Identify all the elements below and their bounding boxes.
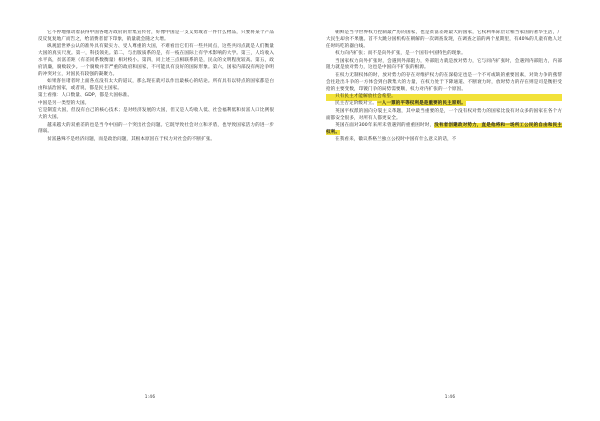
page-right-text-column [326, 30, 562, 382]
paragraph: 在我看来，徽议系格兰独立公投时中国有什么意义的话，不 [335, 137, 457, 143]
page-number-left: 1:46 [144, 394, 156, 399]
paragraph [326, 73, 562, 94]
page-right [300, 0, 600, 421]
paragraph [326, 123, 562, 137]
paragraph: 中国是另一类型的大国。 [38, 100, 90, 106]
paragraph: 它不停地推动着获得中国各地方政府的卅集宣传付，好像中国是一支艾勇或者一件什么物品，只要将某个产品反反复复地广而告之，给消费者留下印象，销量就会随之大增。 [38, 30, 274, 42]
page-left-text-column [38, 30, 274, 382]
paragraph: 朝鲜是当今世界权力控制最严厉的国家，也是贫富差距最大的国家，它权利率际层让相当家国的著华生活，广大民生却食不果腹。首不大跳分国机构在朝解的一次调查发现，在调查之前的两个星期里，有40%的儿童有他人过任时吗吃的器白线。 [326, 30, 562, 49]
paragraph: 它是制造大国，但没有白己的核心技术；是对经济发展的大国，但又是人均收人低、社会福利低和贫富人口比例很大的大国。 [38, 108, 274, 121]
paragraph-text: 在权力无制权体的时，放对势力的存在对维护权力的在深稳定也是一个不可或缺的重要因素，对效力争的燕帮会往赴出斗争的一方体会到白教集大的力量，在权力处于下降通道、不断衰力时，放时势力的存在则是司是衡拒受抢的主要变数，印镀门争的局势需要顺，权力对内扩张的一个原因。 [326, 72, 562, 92]
paragraph: 英国平权派的国向分裂主义革题，其中最当重要的是，一个没有权对势力的国家比没有对众多的国家在各个方面都安全很多，对所有人都更安全。 [326, 108, 562, 121]
page-number-right: 1:46 [444, 394, 456, 399]
highlighted-phrase: 没有者创建政对势力，直是他将和一场所工公民的自由和民主权利。 [326, 123, 562, 135]
paragraph-prefix: 英国在面对300年来所未曾遇到的重重困时时， [335, 123, 435, 129]
highlighted-paragraph: 只有民主才能解放社会希望。 [326, 94, 562, 101]
paragraph [326, 101, 562, 108]
paragraph: 权力向内扩张；而不是向外扩张，是一个国有中国特色的现象。 [335, 51, 466, 57]
highlighted-phrase: 一人一票的平等权利是是重要的民主原则。 [377, 101, 466, 107]
paragraph: 如果客住诸者时上面各点没有太大的道议，那么现在就可以作出最核心的结论。所有具有以特点的国家都是白由和法治国家，或者说，都是民主国家。 [38, 79, 274, 91]
paragraph: 第土看推：人口数量、GDP，都是大国标准。 [38, 93, 133, 99]
paragraph: 当国家权力向外扩张时，会遇到外部阻力，外部阻力就是放对势力，它与同内扩张时，会遇到内部阻力，内部阻力就是放对势力，这也是中国向不扩张的根源。 [326, 58, 562, 71]
paragraph-prefix: 民主否定阶级对立。 [335, 101, 378, 107]
paragraph: 越来越大的双重差的也是当今中国的一个突出社会问题。它既导致社会对立和矛盾，也导致国家活力的进一步削弱。 [38, 122, 274, 135]
paragraph: 贫富悬殊不是经济问题，而是政治问题，其根本原因在于权力对社会的不断扩张。 [47, 136, 216, 142]
paragraph: 纵观韶世界公认的准外具有狱实力、受人尊重的大国，不难看出它们有一些共同点，这些共同点就是人们衡量大国的真实尺度。第一，科技领先。第二，与出版质系的是，有一枝在国际上有学术影响的大学。第三，人均收入水平高，贫富差距（有差同系数衡量）相对校小。第四，同上述三点相联系的是，民众的文明程度较高。第五，政府清廉，腐败较少。一个腐败并非严重的政府和国家，不可能具有良好的国际形象。第六，国家内部没有两沦争明的冲突对立，对国民有较强的凝聚力。 [38, 44, 274, 77]
